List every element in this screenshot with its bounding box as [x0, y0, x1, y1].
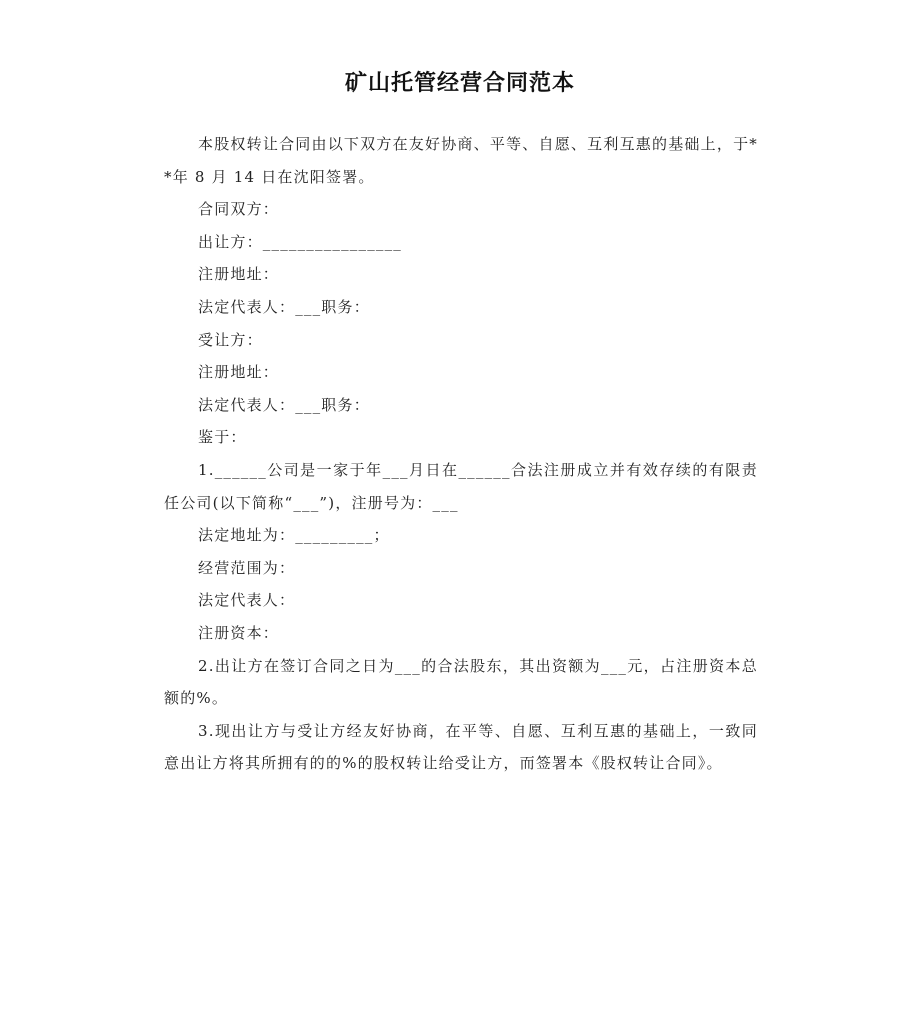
- transferor-address-line: 注册地址：: [198, 265, 280, 284]
- document-title: 矿山托管经营合同范本: [344, 71, 575, 96]
- transferee-line: 受让方：: [198, 330, 263, 349]
- clause-3-paragraph: 3.现出让方与受让方经友好协商，在平等、自愿、互利互惠的基础上，一致同意出让方将其所拥有的的%的股权转让给受让方，而签署本《股权转让合同》。: [164, 721, 758, 773]
- business-scope-line: 经营范围为：: [198, 558, 296, 577]
- whereas-heading: 鉴于：: [198, 428, 247, 447]
- clause-2-paragraph: 2.出让方在签订合同之日为___的合法股东，其出资额为___元，占注册资本总额的%。: [164, 656, 758, 708]
- document-body: [164, 128, 758, 780]
- parties-heading: 合同双方：: [198, 200, 280, 219]
- company-representative-line: 法定代表人：: [198, 591, 296, 610]
- transferee-address-line: 注册地址：: [198, 363, 280, 382]
- registered-capital-line: 注册资本：: [198, 623, 280, 642]
- clause-1-paragraph: 1.______公司是一家于年___月日在______合法注册成立并有效存续的有限责任公司(以下简称“___”)，注册号为：___: [164, 460, 758, 512]
- transferor-representative-line: 法定代表人：___职务：: [198, 297, 370, 316]
- transferee-representative-line: 法定代表人：___职务：: [198, 395, 370, 414]
- transferor-line: 出让方：________________: [198, 232, 403, 251]
- legal-address-line: 法定地址为：_________；: [198, 526, 390, 545]
- intro-paragraph: 本股权转让合同由以下双方在友好协商、平等、自愿、互利互惠的基础上，于**年 8 月 14 日在沈阳签署。: [164, 135, 758, 186]
